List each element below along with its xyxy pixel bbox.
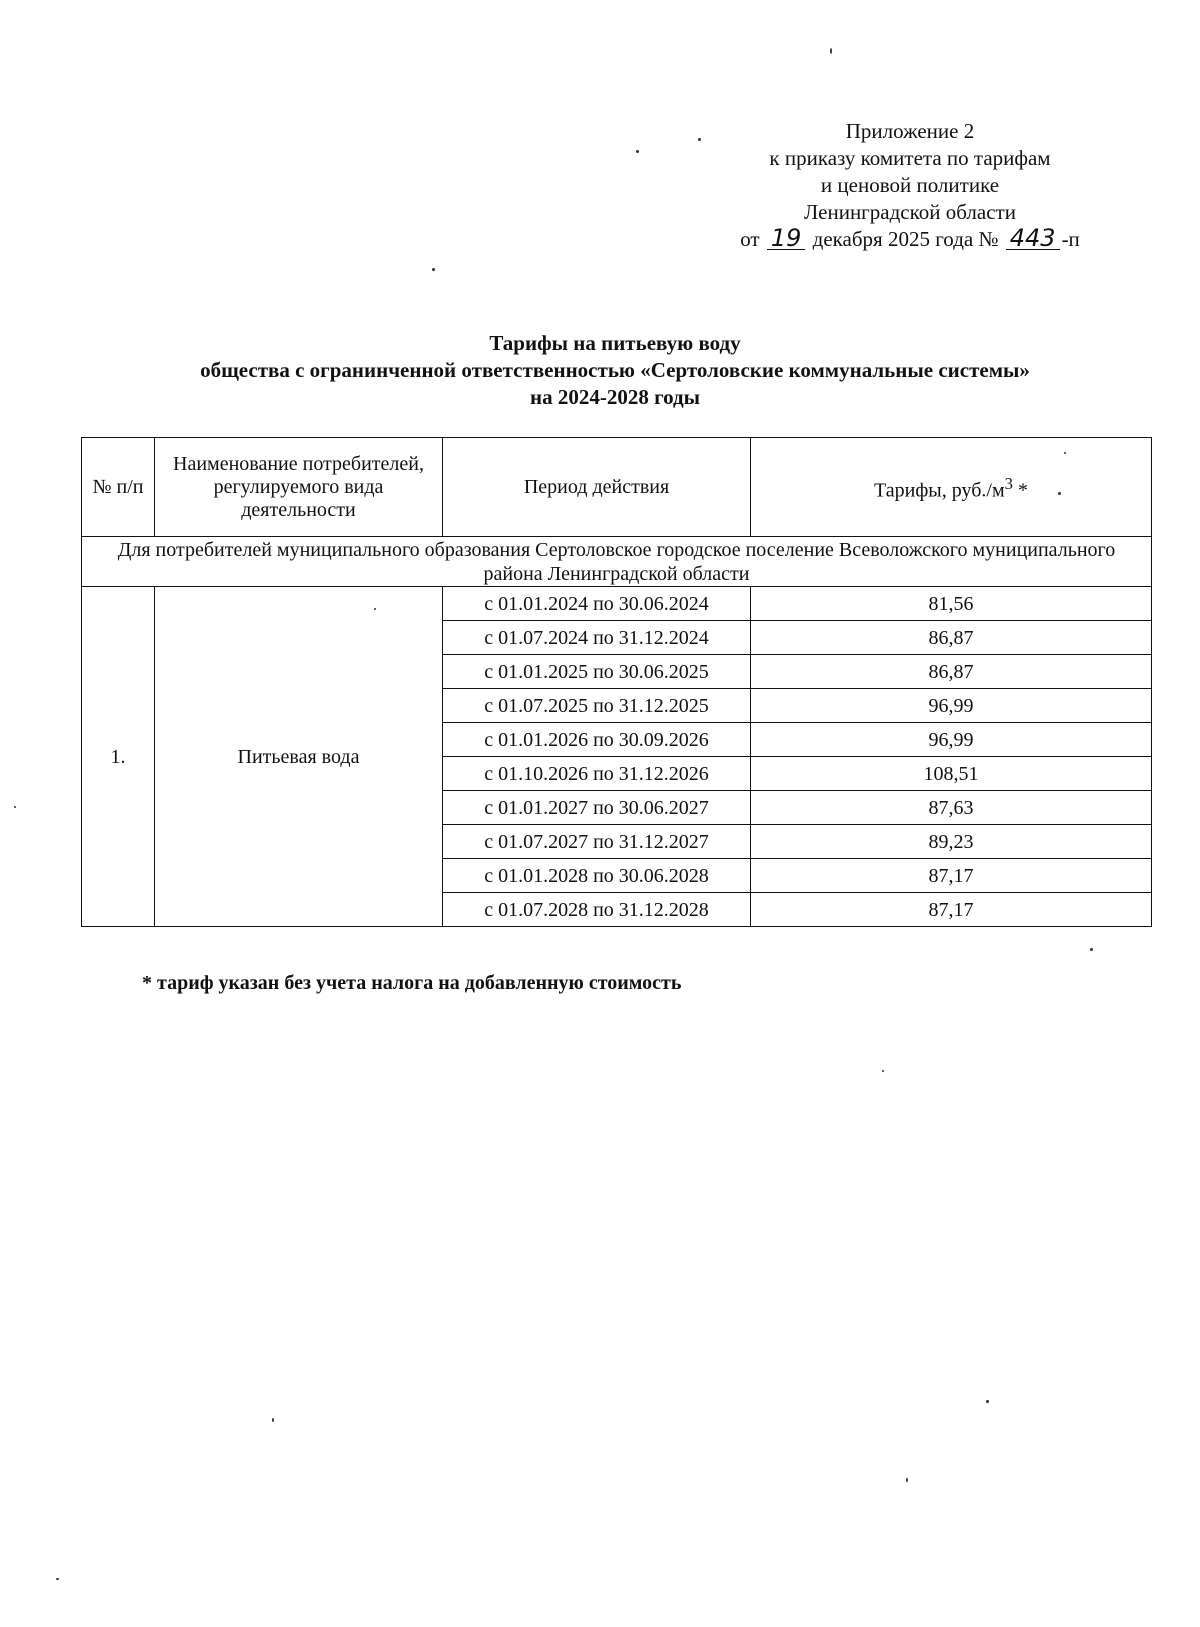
- tariff-cell: 86,87: [751, 621, 1152, 655]
- header-tariff-sup: 3: [1004, 473, 1013, 493]
- scan-speck: [432, 268, 435, 271]
- period-cell: с 01.01.2028 по 30.06.2028: [443, 859, 751, 893]
- tariff-table: [81, 437, 1152, 927]
- period-cell: с 01.07.2027 по 31.12.2027: [443, 825, 751, 859]
- title-line-3: на 2024-2028 годы: [529, 385, 701, 409]
- tariff-cell: 96,99: [751, 689, 1152, 723]
- period-cell: с 01.07.2025 по 31.12.2025: [443, 689, 751, 723]
- section-cell: Для потребителей муниципального образования Сертоловское городское поселение Всеволожского муниципального района Ленинградской области: [82, 537, 1152, 587]
- handwritten-day: 19: [767, 227, 806, 250]
- appendix-line-2: к приказу комитета по тарифам: [769, 146, 1051, 170]
- title-line-2: общества с огранинченной ответственностью «Сертоловские коммунальные системы»: [200, 358, 1030, 382]
- period-cell: с 01.07.2024 по 31.12.2024: [443, 621, 751, 655]
- table-header-row: [82, 438, 1152, 537]
- scan-speck: [1090, 948, 1093, 951]
- period-cell: с 01.01.2025 по 30.06.2025: [443, 655, 751, 689]
- tariff-cell: 87,17: [751, 859, 1152, 893]
- appendix-line-1: Приложение 2: [845, 119, 975, 143]
- scan-speck: [882, 1070, 884, 1072]
- consumer-name-cell: Питьевая вода: [155, 587, 443, 927]
- appendix-block: [660, 118, 1160, 253]
- period-cell: с 01.01.2026 по 30.09.2026: [443, 723, 751, 757]
- tariff-cell: 81,56: [751, 587, 1152, 621]
- handwritten-number: 443: [1006, 227, 1060, 250]
- period-cell: с 01.10.2026 по 31.12.2026: [443, 757, 751, 791]
- header-tariff: [751, 438, 1152, 537]
- section-row: [82, 537, 1152, 587]
- appendix-date-line: [660, 226, 1160, 253]
- scan-speck: [1058, 492, 1061, 495]
- number-suffix: -п: [1061, 227, 1080, 251]
- header-name: Наименование потребителей, регулируемого вида деятельности: [155, 438, 443, 537]
- period-cell: с 01.01.2027 по 30.06.2027: [443, 791, 751, 825]
- tariff-cell: 86,87: [751, 655, 1152, 689]
- header-num: № п/п: [82, 438, 155, 537]
- footnote: * тариф указан без учета налога на добавленную стоимость: [142, 972, 682, 994]
- document-title: [80, 330, 1150, 411]
- tariff-cell: 87,63: [751, 791, 1152, 825]
- title-line-1: Тарифы на питьевую воду: [489, 331, 741, 355]
- header-tariff-text: Тарифы, руб./м: [874, 479, 1005, 502]
- period-cell: с 01.01.2024 по 30.06.2024: [443, 587, 751, 621]
- date-middle: декабря 2025 года №: [812, 227, 999, 251]
- scan-speck: [272, 1418, 274, 1422]
- tariff-cell: 108,51: [751, 757, 1152, 791]
- table-row: [82, 587, 1152, 621]
- period-cell: с 01.07.2028 по 31.12.2028: [443, 893, 751, 927]
- row-number-cell: 1.: [82, 587, 155, 927]
- tariff-cell: 96,99: [751, 723, 1152, 757]
- date-prefix: от: [740, 227, 760, 251]
- scan-speck: [698, 138, 701, 141]
- scan-speck: [56, 1578, 59, 1580]
- header-period: Период действия: [443, 438, 751, 537]
- tariff-cell: 87,17: [751, 893, 1152, 927]
- appendix-line-4: Ленинградской области: [804, 200, 1016, 224]
- scan-speck: [830, 48, 832, 54]
- tariff-cell: 89,23: [751, 825, 1152, 859]
- scan-speck: [1064, 452, 1066, 454]
- scan-speck: [906, 1478, 908, 1482]
- scan-speck: [374, 608, 376, 610]
- scan-speck: [636, 150, 639, 153]
- scan-speck: [986, 1400, 989, 1403]
- appendix-line-3: и ценовой политике: [820, 173, 1000, 197]
- scan-speck: [14, 806, 16, 808]
- header-tariff-mark: *: [1012, 479, 1028, 502]
